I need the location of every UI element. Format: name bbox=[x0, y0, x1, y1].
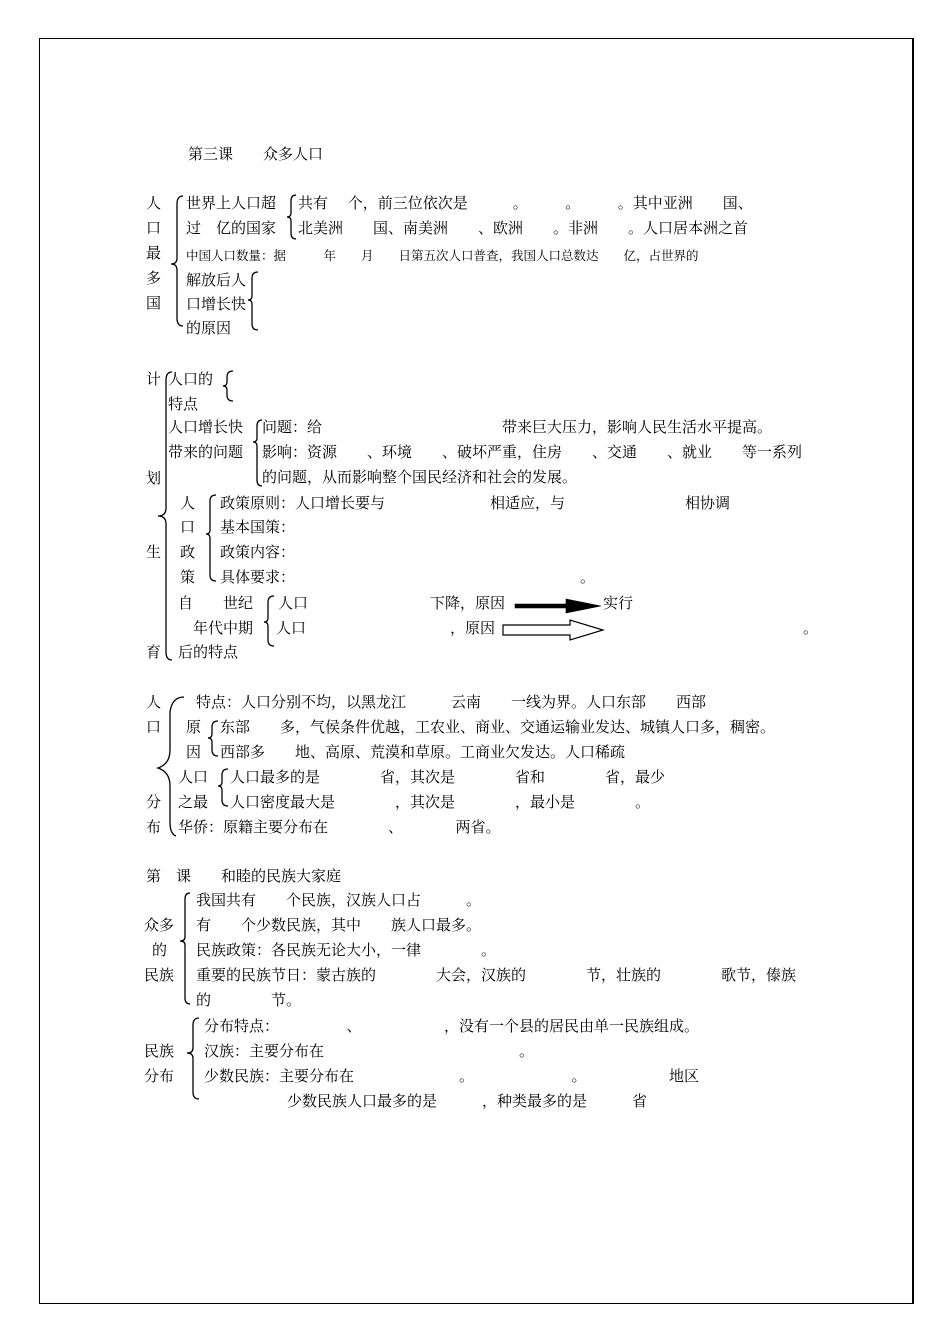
s3-side-2: 口 bbox=[146, 718, 162, 736]
brace-s2-since bbox=[264, 596, 274, 646]
arrow-hollow bbox=[503, 620, 603, 640]
s3-feature: 特点：人口分别不均，以黑龙江 云南 一线为界。人口东部 西部 bbox=[196, 693, 707, 711]
s2-policy-label-4: 策 bbox=[180, 568, 196, 586]
s4-side-1: 众多 bbox=[144, 916, 175, 934]
s3-most-label-2: 之最 bbox=[178, 793, 209, 811]
brace-s1-countries bbox=[287, 195, 296, 239]
s3-reason-label-2: 因 bbox=[186, 743, 202, 761]
s2-since-label-2: 年代中期 bbox=[178, 619, 254, 637]
s1-line2-text: 北美洲 国、南美洲 、欧洲 。非洲 。人口居本洲之首 bbox=[298, 219, 749, 237]
brace-s2-problem bbox=[253, 420, 262, 486]
s3-most-label-1: 人口 bbox=[178, 768, 209, 786]
s5-side-2: 分布 bbox=[144, 1067, 175, 1085]
brace-s5-main bbox=[187, 1018, 199, 1099]
brace-s3-main bbox=[158, 697, 184, 836]
s2-side-4: 育 bbox=[146, 643, 162, 661]
s3-side-3: 分 bbox=[146, 793, 162, 811]
brace-s2-char bbox=[223, 371, 233, 401]
s2-problem-1: 问题：给 带来巨大压力，影响人民生活水平提高。 bbox=[262, 418, 773, 436]
s2-since-2b: ，原因 bbox=[450, 619, 496, 637]
s1-side-5: 国 bbox=[146, 294, 162, 312]
brace-s3-reason bbox=[208, 721, 218, 756]
s4-line-1: 我国共有 个民族，汉族人口占 。 bbox=[196, 891, 482, 909]
lesson-4-title: 第 课 和睦的民族大家庭 bbox=[146, 867, 342, 885]
s3-side-4: 布 bbox=[146, 818, 162, 836]
s2-char-2: 特点 bbox=[168, 395, 199, 413]
brace-s1-main bbox=[171, 196, 183, 326]
s1-reason-1: 解放后人 bbox=[186, 271, 247, 289]
s4-line-5: 的 节。 bbox=[196, 991, 302, 1009]
s2-problem-3: 的问题，从而影响整个国民经济和社会的发展。 bbox=[262, 468, 578, 486]
s3-overseas: 华侨：原籍主要分布在 、 两省。 bbox=[178, 818, 501, 836]
s4-line-3: 民族政策：各民族无论大小，一律 。 bbox=[196, 941, 497, 959]
s5-side-1: 民族 bbox=[144, 1042, 175, 1060]
s2-policy-label-1: 人 bbox=[180, 494, 196, 512]
s3-reason-2: 西部多 地、高原、荒漠和草原。工商业欠发达。人口稀疏 bbox=[220, 743, 626, 761]
s2-since-1a: 人口 bbox=[278, 594, 309, 612]
s2-policy-2: 基本国策： bbox=[220, 518, 296, 536]
s5-line-2: 汉族：主要分布在 。 bbox=[204, 1042, 535, 1060]
s2-since-1b: 下降，原因 bbox=[430, 594, 506, 612]
s4-line-2: 有 个少数民族，其中 族人口最多。 bbox=[196, 916, 482, 934]
s5-line-4: 少数民族人口最多的是 ，种类最多的是 省 bbox=[287, 1092, 648, 1110]
s2-problem-2: 影响：资源 、环境 、破坏严重，住房 、交通 、就业 等一系列 bbox=[262, 443, 803, 461]
s2-policy-4-end: 。 bbox=[580, 568, 596, 586]
brace-s1-reasons bbox=[248, 272, 258, 330]
s3-reason-label-1: 原 bbox=[186, 718, 202, 736]
s4-line-4: 重要的民族节日：蒙古族的 大会，汉族的 节，壮族的 歌节，傣族 bbox=[196, 966, 797, 984]
s5-line-3: 少数民族：主要分布在 。 。 地区 bbox=[204, 1067, 700, 1085]
arrow-solid bbox=[515, 599, 601, 613]
s1-reason-2: 口增长快 bbox=[186, 295, 247, 313]
s2-policy-label-2: 口 bbox=[180, 518, 196, 536]
s2-side-2: 划 bbox=[146, 469, 162, 487]
s3-side-1: 人 bbox=[146, 693, 162, 711]
s3-reason-1: 东部 多，气侯条件优越，工农业、商业、交通运输业发达、城镇人口多，稠密。 bbox=[220, 718, 776, 736]
s1-line1-label: 世界上人口超 bbox=[186, 194, 277, 212]
s2-since-2a: 人口 bbox=[276, 619, 307, 637]
s1-side-1: 人 bbox=[146, 194, 162, 212]
brace-s4-main bbox=[180, 893, 190, 1004]
s2-side-1: 计 bbox=[146, 370, 162, 388]
s1-reason-3: 的原因 bbox=[186, 319, 232, 337]
lesson-3-title: 第三课 众多人口 bbox=[188, 145, 324, 163]
s1-line2-label: 过 亿的国家 bbox=[186, 219, 277, 237]
s1-side-3: 最 bbox=[146, 244, 162, 262]
s2-since-2c: 。 bbox=[803, 619, 819, 637]
s1-line3-text: 中国人口数量：据 年 月 日第五次人口普查，我国人口总数达 亿，占世界的 bbox=[186, 248, 699, 263]
s2-char-1: 人口的 bbox=[168, 370, 214, 388]
s1-side-2: 口 bbox=[146, 219, 162, 237]
s1-line1-text: 共有 个，前三位依次是 。 。 。其中亚洲 国、 bbox=[298, 194, 753, 212]
s2-policy-label-3: 政 bbox=[180, 543, 196, 561]
s2-side-3: 生 bbox=[146, 543, 162, 561]
s2-policy-3: 政策内容： bbox=[220, 543, 296, 561]
s4-side-2: 的 bbox=[152, 941, 168, 959]
brace-s3-most bbox=[218, 769, 228, 806]
s2-problem-label-2: 带来的问题 bbox=[168, 443, 244, 461]
brace-s2-main bbox=[158, 372, 172, 660]
s2-since-label-1: 自 世纪 bbox=[178, 594, 254, 612]
s2-problem-label-1: 人口增长快 bbox=[168, 418, 244, 436]
s3-most-2: 人口密度最大是 ，其次是 ，最小是 。 bbox=[230, 793, 651, 811]
brace-s2-policy bbox=[206, 495, 216, 581]
s3-most-1: 人口最多的是 省，其次是 省和 省，最少 bbox=[230, 768, 666, 786]
s2-policy-4: 具体要求： bbox=[220, 568, 296, 586]
s1-side-4: 多 bbox=[146, 269, 162, 287]
s2-since-1c: 实行 bbox=[603, 594, 634, 612]
s2-policy-1: 政策原则：人口增长要与 相适应，与 相协调 bbox=[220, 494, 731, 512]
s2-since-label-3: 后的特点 bbox=[178, 643, 239, 661]
s5-line-1: 分布特点： 、 ，没有一个县的居民由单一民族组成。 bbox=[204, 1017, 700, 1035]
s4-side-3: 民族 bbox=[144, 966, 175, 984]
